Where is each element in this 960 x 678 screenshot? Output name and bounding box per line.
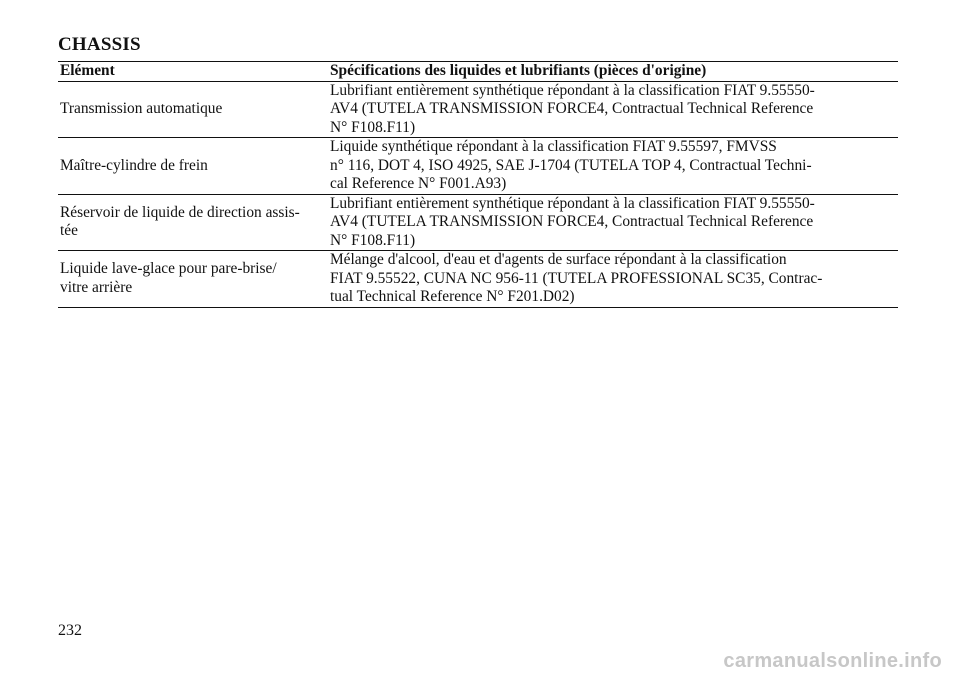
- row-element-cell: [58, 251, 328, 308]
- fluids-spec-table: [58, 61, 898, 308]
- spec-line: tual Technical Reference N° F201.D02): [330, 288, 575, 305]
- page-number: 232: [58, 622, 82, 639]
- spec-line: N° F108.F11): [330, 118, 416, 136]
- spec-line: Lubrifiant entièrement synthétique répondant à la classification FIAT 9.55550-: [330, 81, 815, 99]
- spec-line: Liquide synthétique répondant à la classification FIAT 9.55597, FMVSS: [330, 138, 777, 155]
- spec-line: AV4 (TUTELA TRANSMISSION FORCE4, Contractual Technical Reference: [330, 213, 814, 230]
- element-line: Liquide lave-glace pour pare-brise/: [60, 260, 277, 278]
- spec-line: Lubrifiant entièrement synthétique répondant à la classification FIAT 9.55550-: [330, 194, 815, 212]
- table-row: [58, 194, 898, 251]
- row-element-cell: Maître-cylindre de frein: [58, 138, 328, 195]
- column-header-element: Elément: [58, 62, 328, 82]
- spec-line: AV4 (TUTELA TRANSMISSION FORCE4, Contractual Technical Reference: [330, 100, 814, 117]
- spec-line: Mélange d'alcool, d'eau et d'agents de surface répondant à la classification: [330, 251, 787, 268]
- section-title: CHASSIS: [58, 34, 141, 55]
- table-header-row: [58, 62, 898, 82]
- row-spec-cell: [328, 138, 898, 195]
- spec-line: n° 116, DOT 4, ISO 4925, SAE J-1704 (TUTELA TOP 4, Contractual Techni-: [330, 156, 812, 174]
- spec-line: cal Reference N° F001.A93): [330, 175, 507, 192]
- table-row: [58, 251, 898, 308]
- table-row: [58, 138, 898, 195]
- row-element-cell: [58, 194, 328, 251]
- element-line: Réservoir de liquide de direction assis-: [60, 203, 300, 221]
- element-line: vitre arrière: [60, 278, 133, 296]
- watermark-text[interactable]: carmanualsonline.info: [723, 650, 942, 672]
- spec-line: N° F108.F11): [330, 231, 416, 249]
- row-spec-cell: [328, 194, 898, 251]
- table-row: [58, 81, 898, 138]
- spec-line: FIAT 9.55522, CUNA NC 956-11 (TUTELA PROFESSIONAL SC35, Contrac-: [330, 269, 823, 287]
- row-element-cell: Transmission automatique: [58, 81, 328, 138]
- element-line: tée: [60, 222, 78, 240]
- row-spec-cell: [328, 251, 898, 308]
- row-spec-cell: [328, 81, 898, 138]
- column-header-specifications: Spécifications des liquides et lubrifiants (pièces d'origine): [328, 62, 898, 82]
